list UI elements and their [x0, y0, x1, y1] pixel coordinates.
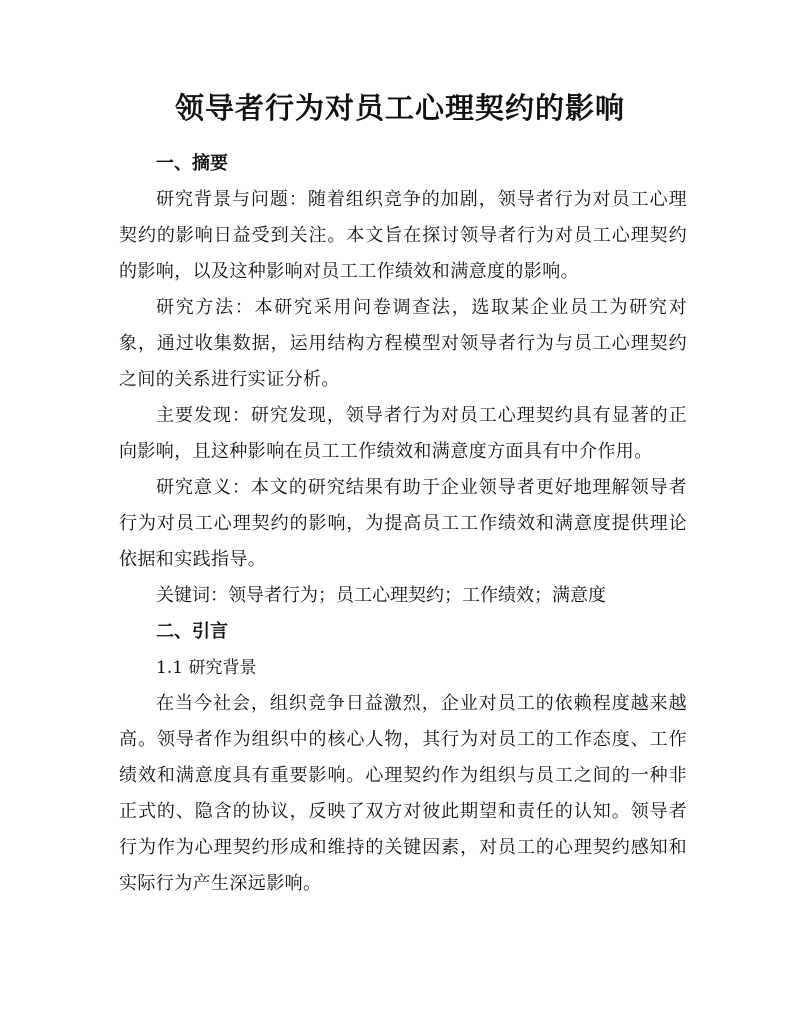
abstract-paragraph-method: 研究方法：本研究采用问卷调查法，选取某企业员工为研究对象，通过收集数据，运用结构方程模型对领导者行为与员工心理契约之间的关系进行实证分析。 [119, 297, 687, 390]
abstract-paragraph-background: 研究背景与问题：随着组织竞争的加剧，领导者行为对员工心理契约的影响日益受到关注。本文旨在探讨领导者行为对员工心理契约的影响，以及这种影响对员工工作绩效和满意度的影响。 [119, 189, 687, 282]
abstract-paragraph-significance: 研究意义：本文的研究结果有助于企业领导者更好地理解领导者行为对员工心理契约的影响，为提高员工工作绩效和满意度提供理论依据和实践指导。 [119, 477, 687, 570]
section-heading-abstract: 一、摘要 [156, 153, 228, 174]
introduction-paragraph: 在当今社会，组织竞争日益激烈，企业对员工的依赖程度越来越高。领导者作为组织中的核心人物，其行为对员工的工作态度、工作绩效和满意度具有重要影响。心理契约作为组织与员工之间的一种非正式的、隐含的协议，反映了双方对彼此期望和责任的认知。领导者行为作为心理契约形成和维持的关键因素，对员工的心理契约感知和实际行为产生深远影响。 [119, 693, 687, 894]
document-body [119, 146, 687, 902]
section-heading-introduction: 二、引言 [156, 621, 228, 642]
subsection-heading-background: 1.1 研究背景 [156, 658, 257, 678]
keywords-line: 关键词：领导者行为；员工心理契约；工作绩效；满意度 [156, 585, 606, 606]
page-title: 领导者行为对员工心理契约的影响 [174, 91, 625, 125]
abstract-paragraph-findings: 主要发现：研究发现，领导者行为对员工心理契约具有显著的正向影响，且这种影响在员工工作绩效和满意度方面具有中介作用。 [119, 405, 687, 462]
